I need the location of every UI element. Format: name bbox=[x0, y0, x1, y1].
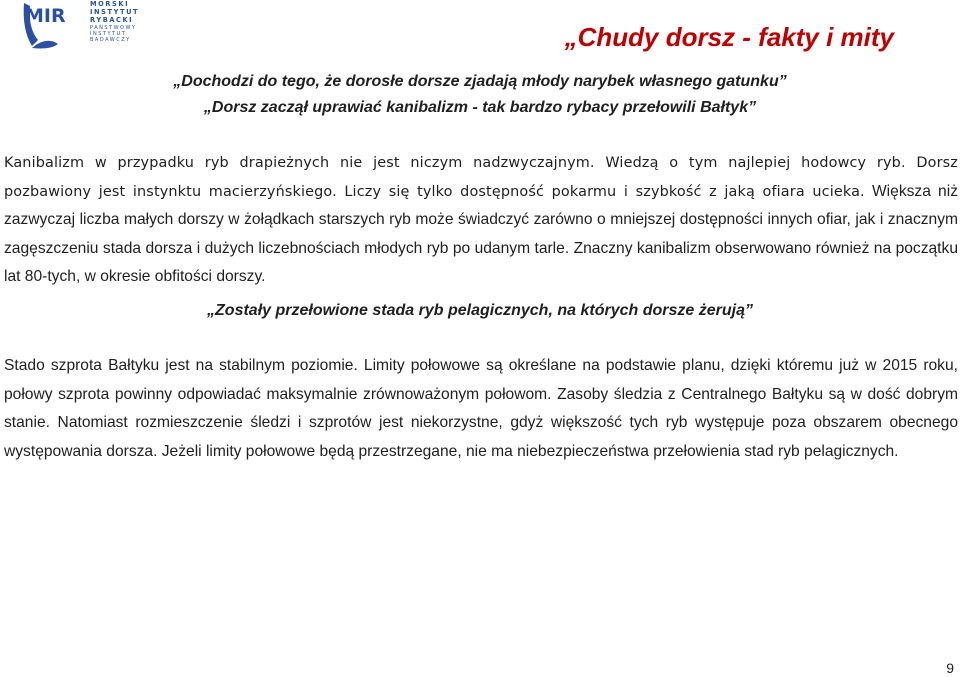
paragraph-cannibalism bbox=[4, 149, 958, 292]
logo-line-4: PAŃSTWOWY bbox=[90, 24, 137, 31]
mir-logo-icon bbox=[18, 0, 76, 52]
page-number: 9 bbox=[946, 660, 954, 676]
paragraph-1-part-2: Większa niż zazwyczaj liczba małych dorszy w żołądkach starszych ryb może świadczyć zarówno o mniejszej dostępności innych ofiar, jak i znacznym zagęszczeniu stada dorsza i dużych liczebnościach młodych ryb po udanym tarle. Znaczny kanibalizm obserwowano również na początku lat 80-tych, w okresie obfitości dorszy. bbox=[4, 182, 958, 285]
logo-line-6: BADAWCZY bbox=[90, 36, 131, 43]
logo-line-2: INSTYTUT bbox=[90, 8, 140, 17]
logo-text bbox=[90, 1, 139, 44]
mir-logo bbox=[18, 0, 140, 52]
logo-line-5: INSTYTUT bbox=[90, 30, 127, 37]
logo-acronym: MIR bbox=[25, 5, 66, 27]
logo-line-1: MORSKI bbox=[90, 0, 130, 8]
logo-line-3: RYBACKI bbox=[90, 16, 134, 25]
paragraph-1-part-1: Kanibalizm w przypadku ryb drapieżnych nie jest niczym nadzwyczajnym. Wiedzą o tym najlepiej hodowcy ryb. Dorsz pozbawiony jest instynktu macierzyńskiego. Liczy się tylko dostępność pokarmu i szybkość z jaką ofiara ucieka. bbox=[4, 155, 958, 200]
page-title: „Chudy dorsz - fakty i mity bbox=[564, 22, 894, 52]
paragraph-pelagic: Stado szprota Bałtyku jest na stabilnym poziomie. Limity połowowe są określane na podstawie planu, dzięki któremu już w 2015 roku, połowy szprota powinny odpowiadać maksymalnie zrównoważonym połowom. Zasoby śledzia z Centralnego Bałtyku są w dość dobrym stanie. Natomiast rozmieszczenie śledzi i szprotów jest niekorzystne, gdyż większość tych ryb występuje poza obszarem obecnego występowania dorsza. Jeżeli limity połowowe będą przestrzegane, nie ma niebezpieczeństwa przełowienia stad ryb pelagicznych. bbox=[4, 357, 958, 460]
subheading-2: „Dorsz zaczął uprawiać kanibalizm - tak bardzo rybacy przełowili Bałtyk” bbox=[203, 99, 757, 116]
subheading-3: „Zostały przełowione stada ryb pelagicznych, na których dorsze żerują” bbox=[207, 302, 753, 319]
subheading-1: „Dochodzi do tego, że dorosłe dorsze zjadają młody narybek własnego gatunku” bbox=[173, 73, 787, 90]
